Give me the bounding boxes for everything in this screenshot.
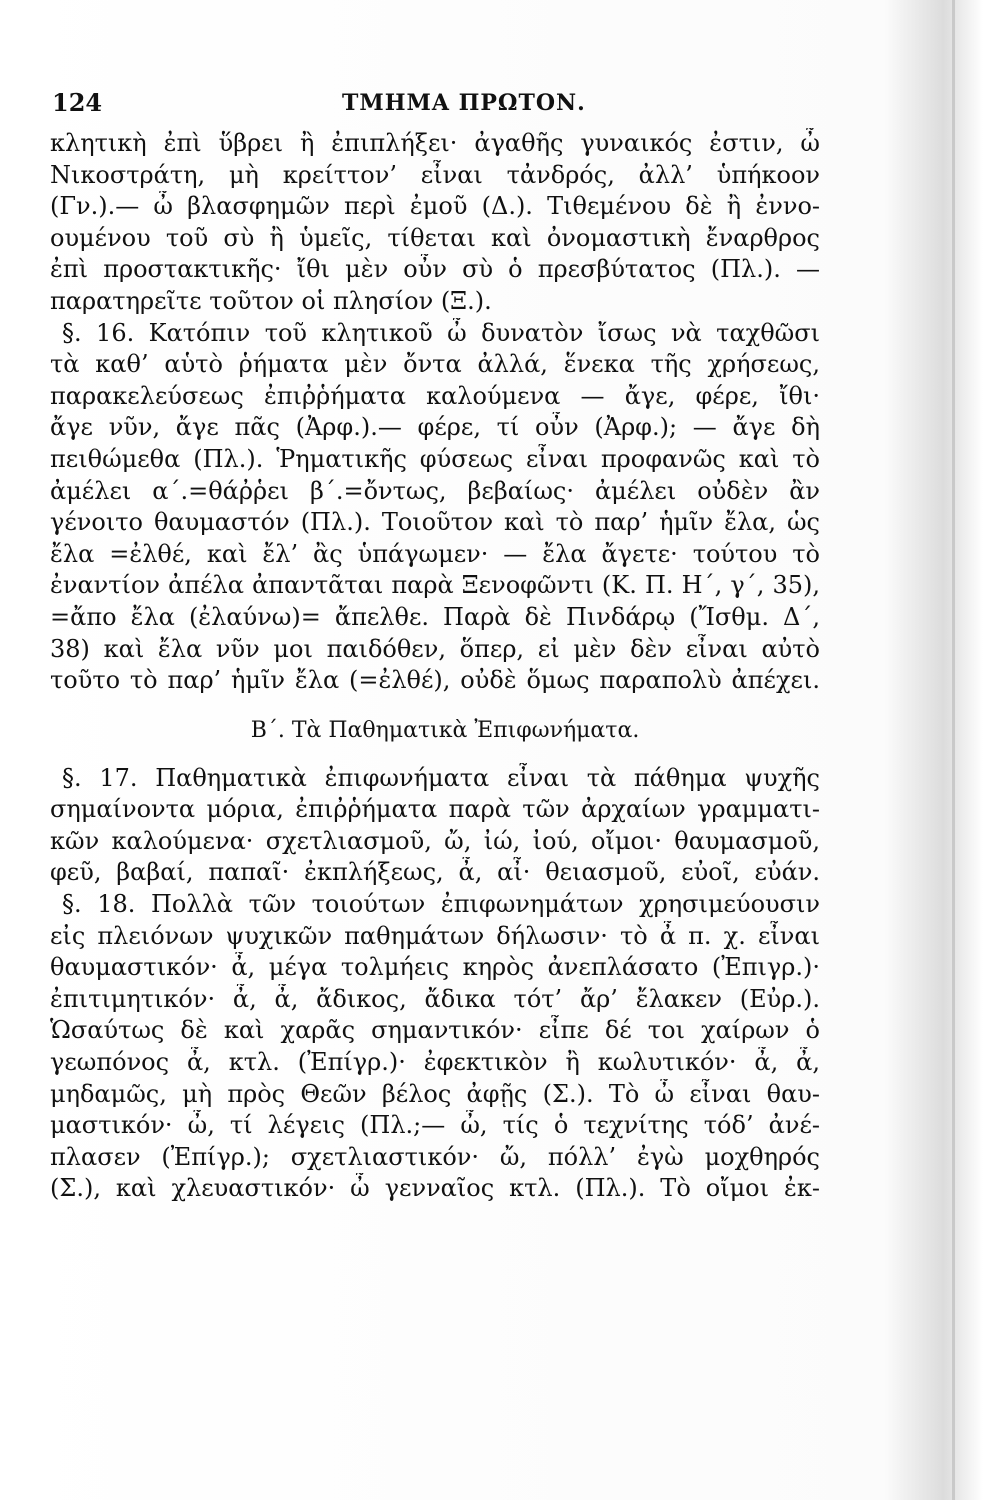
text-line: κῶν καλούμενα· σχετλιασμοῦ, ὤ, ἰώ, ἰού, οἴμοι· θαυμασμοῦ, [50,826,820,855]
text-line: (Σ.), καὶ χλευαστικόν· ὦ γενναῖος κτλ. (Πλ.). Τὸ οἴμοι ἐκ- [50,1174,820,1203]
paragraph-17-start: §. 17. Παθηματικὰ ἐπιφωνήματα εἶναι τὰ πάθημα ψυχῆς [62,763,820,792]
text-line: ἄγε νῦν, ἄγε πᾶς (Ἀρφ.).— φέρε, τί οὖν (Ἀρφ.); — ἄγε δὴ [50,413,820,442]
text-line: 38) καὶ ἔλα νῦν μοι παιδόθεν, ὅπερ, εἰ μὲν δὲν εἶναι αὐτὸ [50,634,820,663]
running-head: ΤΜΗΜΑ ΠΡΩΤΟΝ. [342,90,586,116]
text-line: (Γν.).— ὦ βλασφημῶν περὶ ἐμοῦ (Δ.). Τιθεμένου δὲ ἢ ἐννο- [50,192,820,221]
text-line: Νικοστράτη, μὴ κρείττον’ εἶναι τἀνδρός, ἀλλ’ ὑπήκοον [50,160,820,189]
text-line: μαστικόν· ὦ, τί λέγεις (Πλ.;— ὦ, τίς ὁ τεχνίτης τόδ’ ἀνέ- [50,1111,820,1140]
text-line: ἔλα =ἐλθέ, καὶ ἔλ’ ἂς ὑπάγωμεν· — ἔλα ἄγετε· τούτου τὸ [50,539,820,568]
paragraph-18-start: §. 18. Πολλὰ τῶν τοιούτων ἐπιφωνημάτων χρησιμεύουσιν [62,890,820,919]
text-line: παρατηρεῖτε τοῦτον οἱ πλησίον (Ξ.). [50,286,492,315]
text-line: ἐπὶ προστακτικῆς· ἴθι μὲν οὖν σὺ ὁ πρεσβύτατος (Πλ.). — [50,255,820,284]
text-line: κλητικὴ ἐπὶ ὕβρει ἢ ἐπιπλήξει· ἀγαθῆς γυναικός ἐστιν, ὦ [50,129,820,157]
text-line: σημαίνοντα μόρια, ἐπιῤῥήματα παρὰ τῶν ἀρχαίων γραμματι- [50,795,820,824]
text-line: Ὡσαύτως δὲ καὶ χαρᾶς σημαντικόν· εἶπε δέ τοι χαίρων ὁ [50,1016,820,1045]
text-line: παρακελεύσεως ἐπιῤῥήματα καλούμενα — ἄγε, φέρε, ἴθι· [50,381,820,410]
text-line: γένοιτο θαυμαστόν (Πλ.). Τοιοῦτον καὶ τὸ παρ’ ἡμῖν ἔλα, ὡς [50,508,820,537]
page-header [52,88,832,118]
text-line: πλασεν (Ἐπίγρ.); σχετλιαστικόν· ὤ, πόλλ’ ἐγὼ μοχθηρός [50,1142,820,1171]
text-line: ἐναντίον ἀπέλα ἀπαντᾶται παρὰ Ξενοφῶντι (Κ. Π. Η΄, γ΄, 35), [50,571,820,600]
text-line: θαυμαστικόν· ἆ, μέγα τολμήεις κηρὸς ἀνεπλάσατο (Ἐπιγρ.)· [50,953,820,982]
text-line: φεῦ, βαβαί, παπαῖ· ἐκπλήξεως, ἆ, αἶ· θειασμοῦ, εὐοῖ, εὐάν. [50,858,820,887]
text-line: εἰς πλειόνων ψυχικῶν παθημάτων δήλωσιν· τὸ ἆ π. χ. εἶναι [50,921,820,950]
text-line: =ἄπο ἔλα (ἐλαύνω)= ἄπελθε. Παρὰ δὲ Πινδάρῳ (Ἴσθμ. Δ΄, [50,602,820,631]
text-line: ουμένου τοῦ σὺ ἢ ὑμεῖς, τίθεται καὶ ὀνομαστικὴ ἔναρθρος [50,223,820,252]
text-line: ἀμέλει α΄.=θάῤῥει β΄.=ὄντως, βεβαίως· ἀμέλει οὐδὲν ἂν [50,476,820,505]
page-number: 124 [52,88,103,117]
page-edge-shadow [952,0,955,1500]
paragraph-16-start: §. 16. Κατόπιν τοῦ κλητικοῦ ὦ δυνατὸν ἴσως νὰ ταχθῶσι [62,318,820,347]
section-subheading: Β΄. Τὰ Παθηματικὰ Ἐπιφωνήματα. [250,717,640,743]
text-line: τοῦτο τὸ παρ’ ἡμῖν ἔλα (=ἐλθέ), οὐδὲ ὅμως παραπολὺ ἀπέχει. [50,666,820,695]
text-line: τὰ καθ’ αὑτὸ ῥήματα μὲν ὄντα ἀλλά, ἕνεκα τῆς χρήσεως, [50,350,820,379]
text-line: γεωπόνος ἆ, κτλ. (Ἐπίγρ.)· ἐφεκτικὸν ἢ κωλυτικόν· ἆ, ἆ, [50,1048,820,1077]
page-body [50,128,820,1205]
text-line: μηδαμῶς, μὴ πρὸς Θεῶν βέλος ἀφῇς (Σ.). Τὸ ὦ εἶναι θαυ- [50,1079,820,1108]
text-line: πειθώμεθα (Πλ.). Ῥηματικῆς φύσεως εἶναι προφανῶς καὶ τὸ [50,444,820,473]
text-line: ἐπιτιμητικόν· ἆ, ἆ, ἄδικος, ἄδικα τότ’ ἄρ’ ἔλακεν (Εὐρ.). [50,984,820,1013]
